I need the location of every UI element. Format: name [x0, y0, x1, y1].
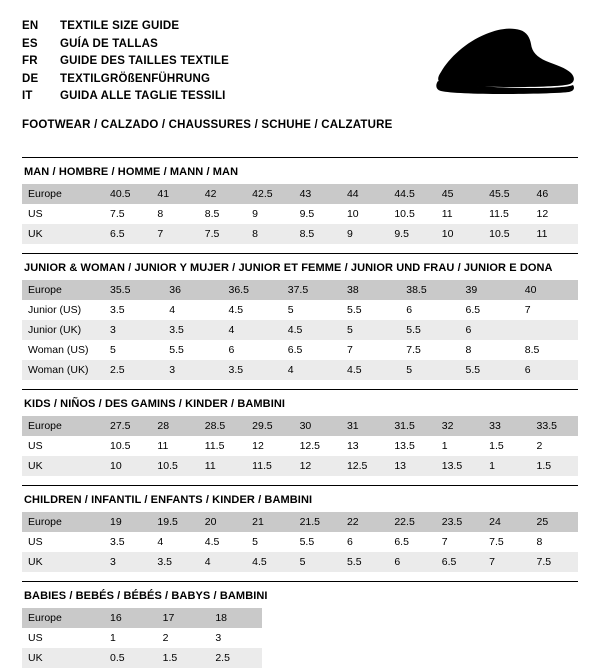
cell: 21	[246, 512, 293, 532]
cell: 22.5	[388, 512, 435, 532]
cell: 3.5	[223, 360, 282, 380]
cell: 13.5	[388, 436, 435, 456]
cell: 1.5	[157, 648, 210, 668]
cell: 18	[209, 608, 262, 628]
cell: 2	[157, 628, 210, 648]
size-tables	[0, 157, 600, 668]
size-table	[22, 280, 578, 380]
row-label: Junior (UK)	[22, 320, 104, 340]
table-row	[22, 648, 262, 668]
cell: 8	[246, 224, 293, 244]
cell: 4	[199, 552, 246, 572]
spacer	[22, 244, 578, 253]
cell: 4.5	[199, 532, 246, 552]
cell: 11.5	[199, 436, 246, 456]
cell: 45.5	[483, 184, 530, 204]
cell: 28	[151, 416, 198, 436]
cell: 6.5	[282, 340, 341, 360]
section-babies	[22, 582, 578, 668]
cell: 6	[460, 320, 519, 340]
cell: 8	[460, 340, 519, 360]
row-label: US	[22, 532, 104, 552]
cell: 20	[199, 512, 246, 532]
cell: 5	[104, 340, 163, 360]
cell: 7.5	[531, 552, 578, 572]
cell: 3	[104, 320, 163, 340]
language-title: GUIDA ALLE TAGLIE TESSILI	[60, 90, 226, 102]
cell: 16	[104, 608, 157, 628]
cell: 2.5	[104, 360, 163, 380]
table-row	[22, 280, 578, 300]
table-row	[22, 512, 578, 532]
document-header	[0, 0, 600, 131]
cell: 3.5	[104, 532, 151, 552]
section-title: JUNIOR & WOMAN / JUNIOR Y MUJER / JUNIOR ET FEMME / JUNIOR UND FRAU / JUNIOR E DONA	[24, 261, 553, 274]
row-label: UK	[22, 552, 104, 572]
table-row	[22, 320, 578, 340]
cell: 6	[388, 552, 435, 572]
cell: 36	[163, 280, 222, 300]
cell: 1	[104, 628, 157, 648]
cell: 7	[151, 224, 198, 244]
cell: 40.5	[104, 184, 151, 204]
row-label: Europe	[22, 608, 104, 628]
language-title: TEXTILE SIZE GUIDE	[60, 20, 180, 32]
row-label: Woman (UK)	[22, 360, 104, 380]
cell: 12	[246, 436, 293, 456]
cell: 10	[436, 224, 483, 244]
cell: 31.5	[388, 416, 435, 436]
table-row	[22, 204, 578, 224]
cell: 43	[294, 184, 341, 204]
table-row	[22, 456, 578, 476]
section-kids	[22, 390, 578, 476]
cell: 5.5	[341, 552, 388, 572]
table-row	[22, 552, 578, 572]
cell: 33.5	[531, 416, 578, 436]
cell: 1	[483, 456, 530, 476]
row-label: Woman (US)	[22, 340, 104, 360]
cell: 12.5	[341, 456, 388, 476]
cell: 2	[531, 436, 578, 456]
cell: 4.5	[246, 552, 293, 572]
cell: 7	[519, 300, 578, 320]
cell: 4	[163, 300, 222, 320]
cell: 13	[388, 456, 435, 476]
spacer	[22, 572, 578, 581]
cell: 29.5	[246, 416, 293, 436]
cell: 31	[341, 416, 388, 436]
cell: 7	[483, 552, 530, 572]
row-label: Europe	[22, 512, 104, 532]
cell: 7.5	[104, 204, 151, 224]
cell: 5	[400, 360, 459, 380]
language-code: EN	[22, 20, 39, 32]
cell: 3	[163, 360, 222, 380]
cell: 3	[104, 552, 151, 572]
cell: 7	[436, 532, 483, 552]
language-code: IT	[22, 90, 33, 102]
cell: 5.5	[341, 300, 400, 320]
cell: 17	[157, 608, 210, 628]
cell: 9	[341, 224, 388, 244]
cell: 8.5	[519, 340, 578, 360]
cell: 8.5	[199, 204, 246, 224]
cell: 0.5	[104, 648, 157, 668]
cell: 4.5	[341, 360, 400, 380]
size-table	[22, 608, 262, 668]
language-title: TEXTILGRÖßENFÜHRUNG	[60, 72, 211, 85]
cell: 9.5	[294, 204, 341, 224]
cell: 5.5	[460, 360, 519, 380]
size-table	[22, 184, 578, 244]
cell: 19.5	[151, 512, 198, 532]
table-row	[22, 608, 262, 628]
cell: 7.5	[483, 532, 530, 552]
cell: 8	[151, 204, 198, 224]
section-title: KIDS / NIÑOS / DES GAMINS / KINDER / BAMBINI	[24, 397, 286, 410]
cell: 13.5	[436, 456, 483, 476]
row-label: US	[22, 436, 104, 456]
cell: 6	[341, 532, 388, 552]
cell: 6.5	[436, 552, 483, 572]
cell: 11	[531, 224, 578, 244]
cell: 11.5	[246, 456, 293, 476]
table-row	[22, 184, 578, 204]
language-code: DE	[22, 72, 39, 85]
section-title: MAN / HOMBRE / HOMME / MANN / MAN	[24, 165, 239, 178]
cell: 37.5	[282, 280, 341, 300]
cell: 7	[341, 340, 400, 360]
cell: 39	[460, 280, 519, 300]
table-row	[22, 532, 578, 552]
row-label: Europe	[22, 184, 104, 204]
section-children	[22, 486, 578, 572]
cell: 6.5	[388, 532, 435, 552]
row-label: Europe	[22, 280, 104, 300]
cell: 46	[531, 184, 578, 204]
language-title: GUIDE DES TAILLES TEXTILE	[60, 55, 229, 67]
cell: 12	[294, 456, 341, 476]
cell: 10.5	[151, 456, 198, 476]
table-row	[22, 300, 578, 320]
cell: 40	[519, 280, 578, 300]
cell: 24	[483, 512, 530, 532]
cell: 5	[246, 532, 293, 552]
cell: 12	[531, 204, 578, 224]
cell: 9	[246, 204, 293, 224]
row-label: US	[22, 628, 104, 648]
cell: 6	[519, 360, 578, 380]
cell: 5	[341, 320, 400, 340]
category-line: FOOTWEAR / CALZADO / CHAUSSURES / SCHUHE / CALZATURE	[22, 118, 393, 131]
cell: 1.5	[483, 436, 530, 456]
spacer	[22, 380, 578, 389]
cell: 8	[531, 532, 578, 552]
cell: 42.5	[246, 184, 293, 204]
table-row	[22, 628, 262, 648]
cell: 30	[294, 416, 341, 436]
cell: 38	[341, 280, 400, 300]
cell: 4	[282, 360, 341, 380]
cell: 25	[531, 512, 578, 532]
cell: 1	[436, 436, 483, 456]
cell: 35.5	[104, 280, 163, 300]
cell: 10.5	[104, 436, 151, 456]
cell: 10	[104, 456, 151, 476]
cell: 4	[223, 320, 282, 340]
cell: 11	[199, 456, 246, 476]
cell: 6	[400, 300, 459, 320]
cell: 38.5	[400, 280, 459, 300]
cell: 19	[104, 512, 151, 532]
section-title: CHILDREN / INFANTIL / ENFANTS / KINDER / BAMBINI	[24, 493, 313, 506]
row-label: UK	[22, 456, 104, 476]
row-label: UK	[22, 648, 104, 668]
cell: 45	[436, 184, 483, 204]
cell: 10.5	[388, 204, 435, 224]
cell: 11	[436, 204, 483, 224]
cell: 22	[341, 512, 388, 532]
cell: 4.5	[282, 320, 341, 340]
cell: 11	[151, 436, 198, 456]
cell: 5.5	[163, 340, 222, 360]
cell: 2.5	[209, 648, 262, 668]
cell: 6.5	[460, 300, 519, 320]
cell: 3.5	[163, 320, 222, 340]
cell: 23.5	[436, 512, 483, 532]
row-label: Europe	[22, 416, 104, 436]
cell: 36.5	[223, 280, 282, 300]
cell: 32	[436, 416, 483, 436]
cell: 11.5	[483, 204, 530, 224]
table-row	[22, 340, 578, 360]
cell	[519, 320, 578, 340]
cell: 5	[282, 300, 341, 320]
cell: 3.5	[151, 552, 198, 572]
size-table	[22, 416, 578, 476]
cell: 33	[483, 416, 530, 436]
dress-shoe-icon	[394, 24, 576, 100]
cell: 8.5	[294, 224, 341, 244]
cell: 5.5	[400, 320, 459, 340]
cell: 6.5	[104, 224, 151, 244]
table-row	[22, 416, 578, 436]
row-label: UK	[22, 224, 104, 244]
section-junior-woman	[22, 254, 578, 380]
language-code: FR	[22, 55, 38, 67]
cell: 3.5	[104, 300, 163, 320]
cell: 1.5	[531, 456, 578, 476]
cell: 5	[294, 552, 341, 572]
size-table	[22, 512, 578, 572]
row-label: US	[22, 204, 104, 224]
table-row	[22, 360, 578, 380]
cell: 41	[151, 184, 198, 204]
spacer	[22, 476, 578, 485]
cell: 6	[223, 340, 282, 360]
cell: 42	[199, 184, 246, 204]
section-title: BABIES / BEBÉS / BÉBÉS / BABYS / BAMBINI	[24, 589, 268, 602]
cell: 44	[341, 184, 388, 204]
cell: 13	[341, 436, 388, 456]
cell: 7.5	[199, 224, 246, 244]
table-row	[22, 436, 578, 456]
cell: 44.5	[388, 184, 435, 204]
table-row	[22, 224, 578, 244]
cell: 4.5	[223, 300, 282, 320]
section-man	[22, 158, 578, 244]
language-title: GUÍA DE TALLAS	[60, 37, 158, 50]
cell: 4	[151, 532, 198, 552]
cell: 27.5	[104, 416, 151, 436]
row-label: Junior (US)	[22, 300, 104, 320]
cell: 12.5	[294, 436, 341, 456]
cell: 28.5	[199, 416, 246, 436]
cell: 21.5	[294, 512, 341, 532]
cell: 10	[341, 204, 388, 224]
cell: 3	[209, 628, 262, 648]
cell: 9.5	[388, 224, 435, 244]
cell: 7.5	[400, 340, 459, 360]
cell: 10.5	[483, 224, 530, 244]
language-code: ES	[22, 37, 38, 50]
cell: 5.5	[294, 532, 341, 552]
